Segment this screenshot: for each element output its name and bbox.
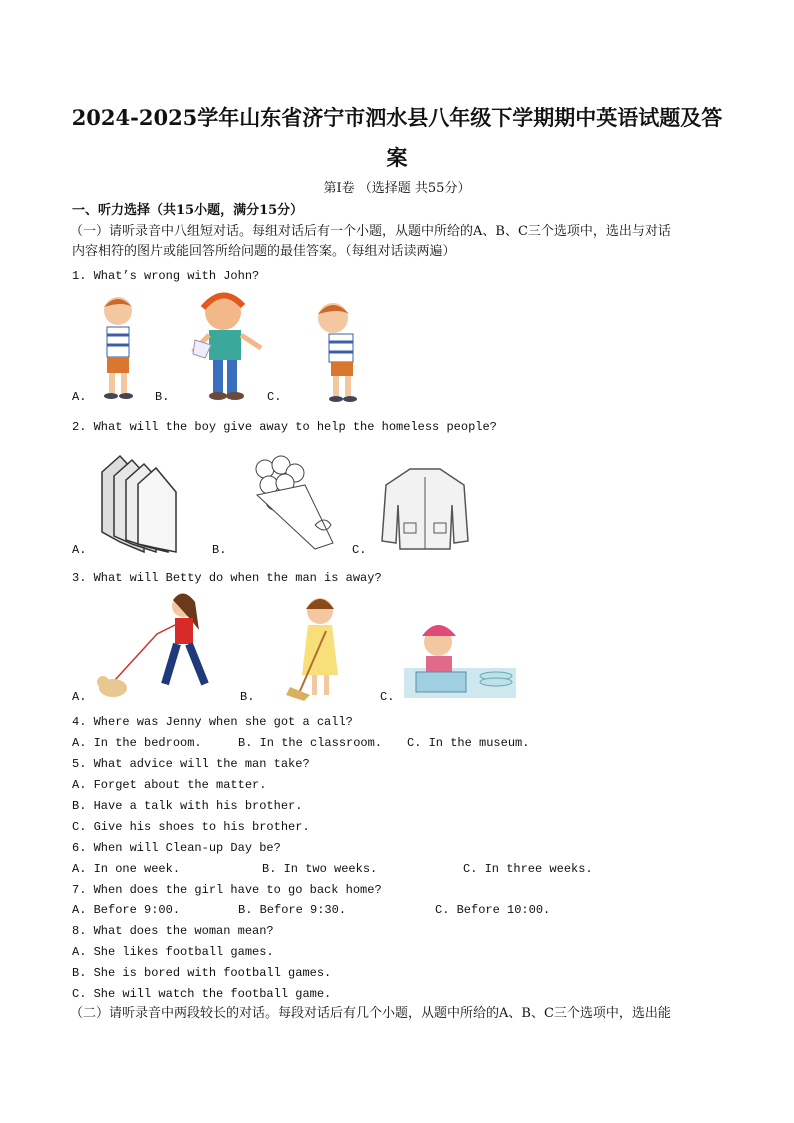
option-b: B. In two weeks.: [262, 862, 378, 876]
option-b: B. Have a talk with his brother.: [72, 799, 303, 813]
option-a: A. In the bedroom.: [72, 736, 202, 750]
books-image: [100, 452, 178, 554]
boy-stomachache-image: [305, 300, 377, 404]
walking-dog-image: [95, 590, 217, 702]
option-b-label: B.: [155, 390, 170, 404]
flowers-image: [245, 455, 345, 551]
option-c-label: C.: [267, 390, 282, 404]
boy-toothache-image: [93, 293, 143, 401]
title-line-2: 案: [386, 145, 408, 170]
question-stem: 4. Where was Jenny when she got a call?: [72, 715, 353, 729]
instructions-line: （二）请听录音中两段较长的对话。每段对话后有几个小题，从题中所给的A、B、C三个选项中，选出能: [70, 1006, 671, 1021]
option-c: C. Before 10:00.: [435, 903, 551, 917]
title-line-1: 2024-2025学年山东省济宁市泗水县八年级下学期期中英语试题及答: [71, 105, 723, 130]
option-a-label: A.: [72, 390, 87, 404]
option-b: B. In the classroom.: [238, 736, 383, 750]
question-stem: 1. What’s wrong with John?: [72, 269, 260, 283]
question-stem: 2. What will the boy give away to help the homeless people?: [72, 420, 497, 434]
option-c-label: C.: [352, 543, 367, 557]
jacket-image: [380, 465, 470, 553]
volume-heading: 第I卷 （选择题 共55分）: [323, 181, 471, 196]
option-a: A. She likes football games.: [72, 945, 274, 959]
option-c: C. Give his shoes to his brother.: [72, 820, 310, 834]
instructions-line: （一）请听录音中八组短对话。每组对话后有一个小题，从题中所给的A、B、C三个选项中，选出与对话: [70, 224, 671, 239]
instructions-line: 内容相符的图片或能回答所给问题的最佳答案。（每组对话读两遍）: [72, 244, 456, 259]
question-stem: 7. When does the girl have to go back home?: [72, 883, 382, 897]
option-b: B. Before 9:30.: [238, 903, 347, 917]
option-a: A. In one week.: [72, 862, 181, 876]
question-stem: 3. What will Betty do when the man is away?: [72, 571, 382, 585]
question-stem: 6. When will Clean-up Day be?: [72, 841, 281, 855]
option-a: A. Forget about the matter.: [72, 778, 267, 792]
girl-sweeping-image: [280, 595, 352, 703]
girl-washing-dishes-image: [400, 620, 522, 702]
option-b-label: B.: [240, 690, 255, 704]
option-b-label: B.: [212, 543, 227, 557]
option-c: C. In the museum.: [407, 736, 530, 750]
option-a: A. Before 9:00.: [72, 903, 181, 917]
option-c-label: C.: [380, 690, 395, 704]
option-a-label: A.: [72, 543, 87, 557]
question-stem: 5. What advice will the man take?: [72, 757, 310, 771]
section-heading: 一、听力选择（共15小题，满分15分）: [72, 203, 304, 218]
option-a-label: A.: [72, 690, 87, 704]
question-stem: 8. What does the woman mean?: [72, 924, 274, 938]
option-b: B. She is bored with football games.: [72, 966, 332, 980]
option-c: C. She will watch the football game.: [72, 987, 332, 1001]
option-c: C. In three weeks.: [463, 862, 593, 876]
boy-cold-image: [185, 290, 267, 402]
